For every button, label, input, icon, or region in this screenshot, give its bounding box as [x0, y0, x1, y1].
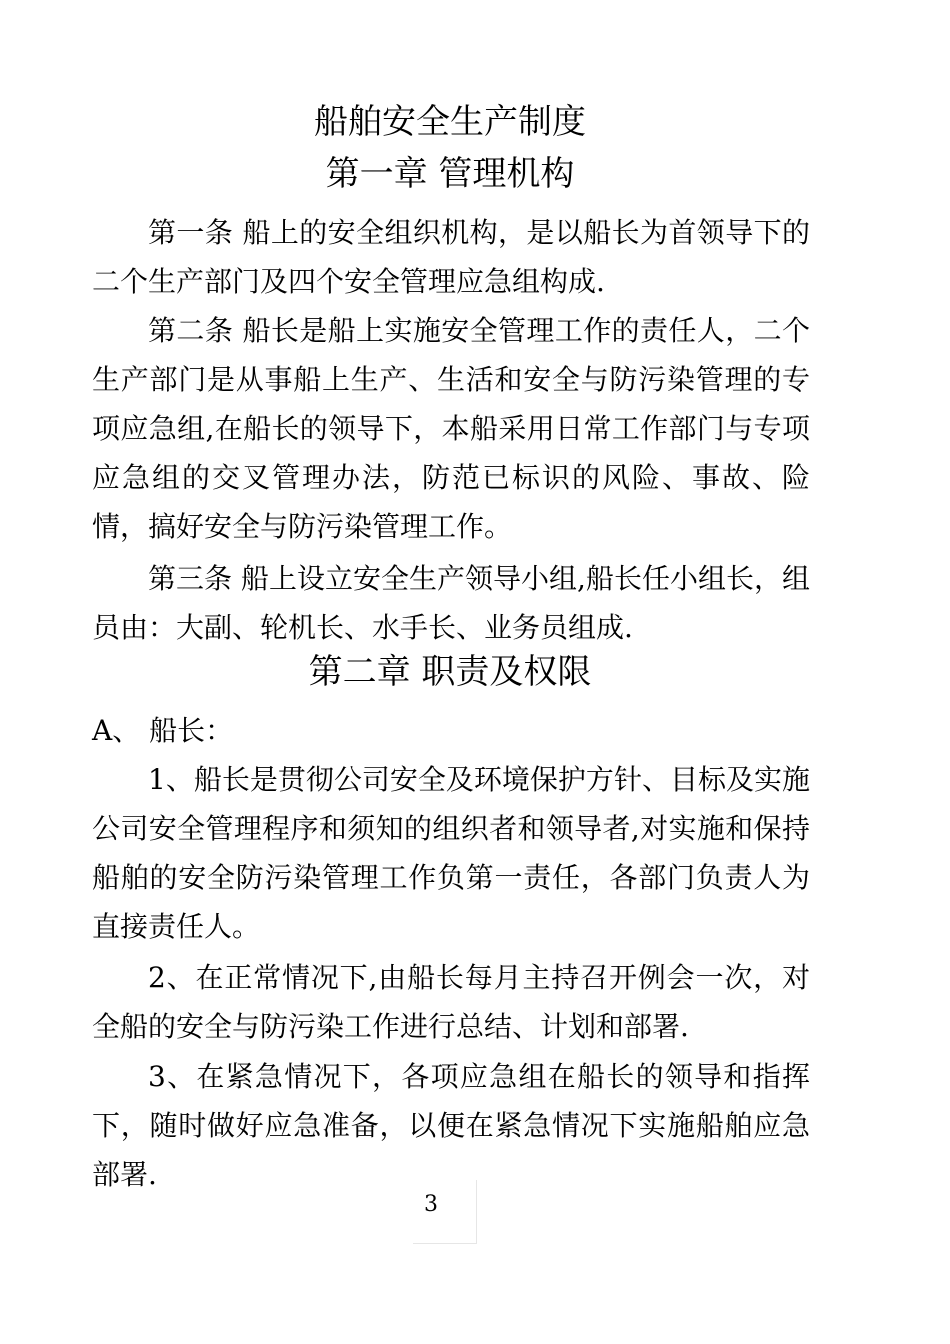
section-a-item-3: 3、在紧急情况下，各项应急组在船长的领导和指挥下，随时做好应急准备，以便在紧急情况下实施船舶应急部署.: [92, 1060, 810, 1191]
chapter-1-heading: 第一章 管理机构: [325, 154, 575, 194]
section-a-heading: A、 船长：: [92, 714, 234, 747]
chapter-1-article-1: 第一条 船上的安全组织机构，是以船长为首领导下的二个生产部门及四个安全管理应急组构成.: [92, 216, 810, 298]
page-number: 3: [424, 1192, 438, 1217]
chapter-1-article-2: 第二条 船长是船上实施安全管理工作的责任人，二个生产部门是从事船上生产、生活和安全与防污染管理的专项应急组,在船长的领导下，本船采用日常工作部门与专项应急组的交叉管理办法，防范已标识的风险、事故、险情，搞好安全与防污染管理工作。: [92, 314, 810, 543]
chapter-1-article-3: 第三条 船上设立安全生产领导小组,船长任小组长，组员由：大副、轮机长、水手长、业务员组成.: [92, 562, 810, 644]
section-a-item-1: 1、船长是贯彻公司安全及环境保护方针、目标及实施公司安全管理程序和须知的组织者和领导者,对实施和保持船舶的安全防污染管理工作负第一责任，各部门负责人为直接责任人。: [92, 763, 810, 943]
document-title: 船舶安全生产制度: [314, 102, 586, 142]
section-a-item-2: 2、在正常情况下,由船长每月主持召开例会一次，对全船的安全与防污染工作进行总结、计划和部署.: [92, 961, 810, 1043]
chapter-2-heading: 第二章 职责及权限: [308, 652, 592, 692]
